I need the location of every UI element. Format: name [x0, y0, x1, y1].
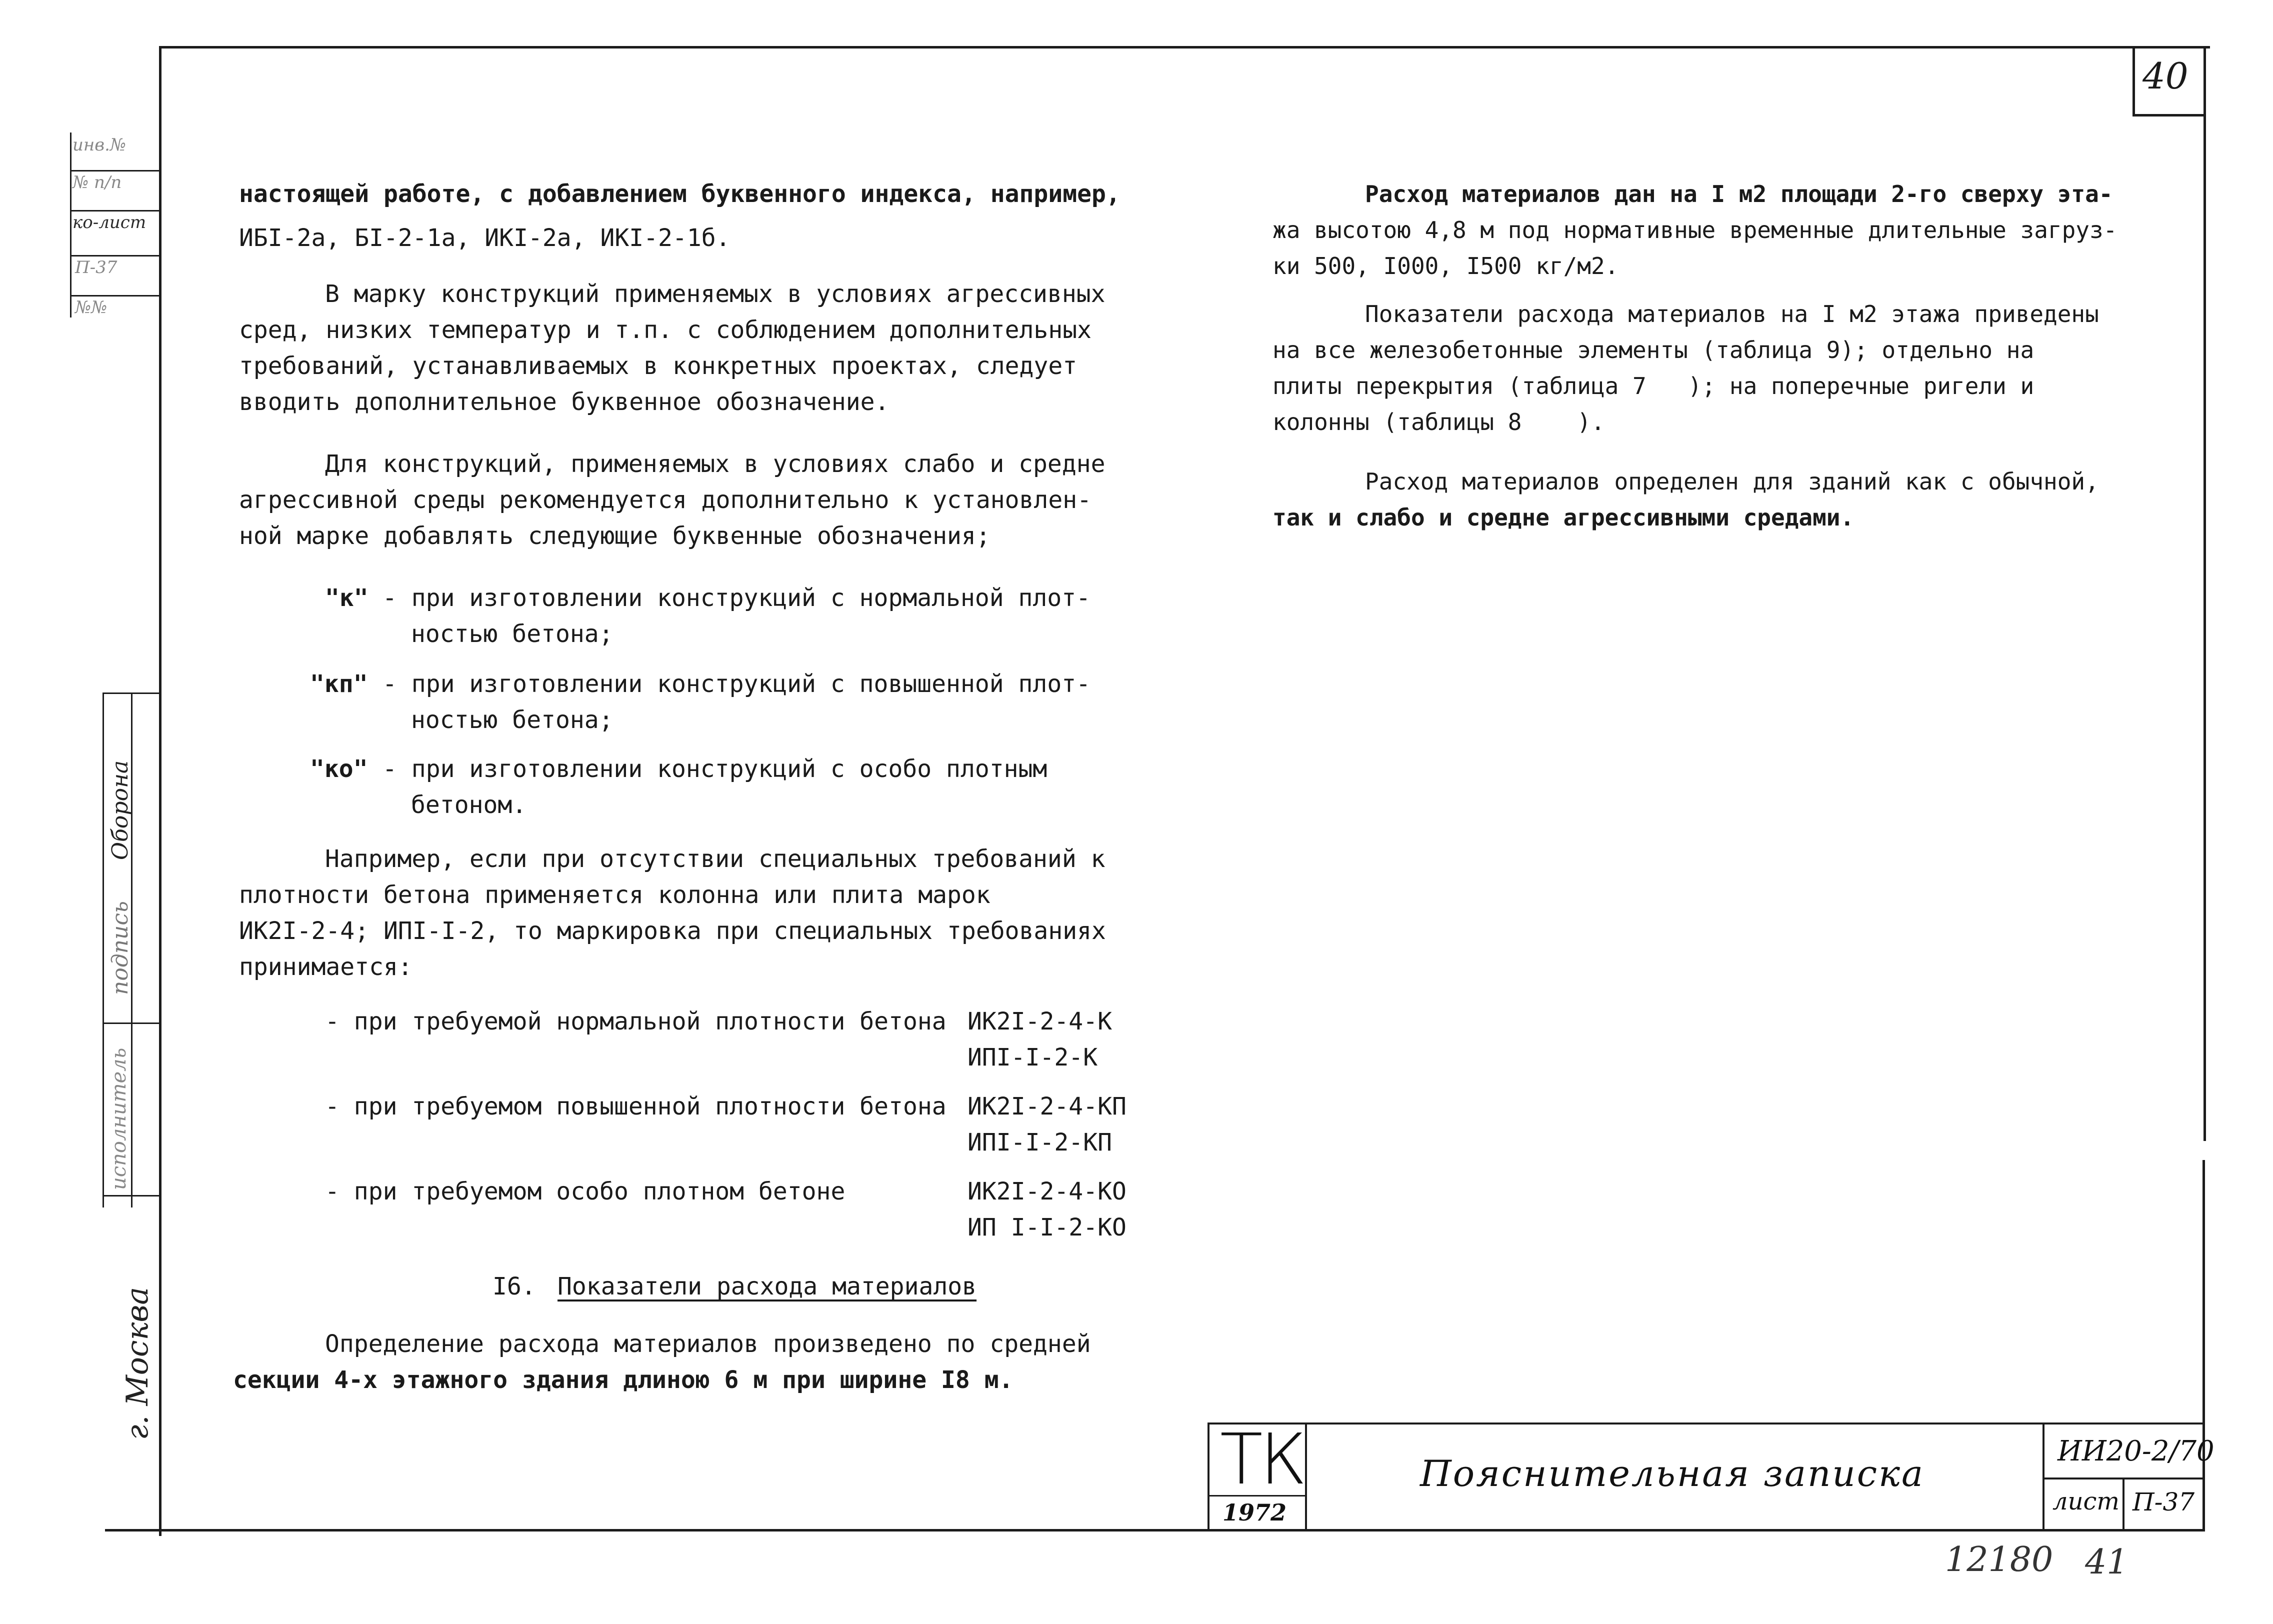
side-stamp-cell-2: № п/п — [72, 172, 122, 192]
left-p2-line3: требований, устанавливаемых в конкретных проектах, следует — [239, 352, 1078, 380]
right-p2-line2: на все железобетонные элементы (таблица 9); отдельно на — [1272, 336, 2034, 364]
left-p3-line3: ной марке добавлять следующие буквенные обозначения; — [239, 522, 990, 550]
left-p4-line1: Например, если при отсутствии специальных требований к — [325, 845, 1106, 873]
frame-right-line-lower — [2202, 1160, 2205, 1530]
left-p2-line1: В марку конструкций применяемых в условиях агрессивных — [325, 280, 1106, 308]
right-p2-line1: Показатели расхода материалов на I м2 этажа приведены — [1365, 300, 2099, 328]
mark-3-code2: ИП I-I-2-КО — [968, 1214, 1126, 1242]
side-stamp-hline-2 — [70, 210, 160, 212]
right-p1-line2: жа высотою 4,8 м под нормативные временные длительные загруз- — [1272, 216, 2118, 244]
page-number-box-bottom — [2132, 114, 2205, 116]
page-number-box-left — [2132, 46, 2135, 116]
sig-stamp-hline-bot — [102, 1195, 160, 1196]
mark-3-code1: ИК2I-2-4-КО — [968, 1178, 1126, 1206]
frame-top-line — [160, 46, 2210, 48]
title-block-top — [1208, 1422, 2205, 1424]
right-p1-line1: Расход материалов дан на I м2 площади 2-го сверху эта- — [1365, 180, 2113, 208]
sig-stamp-label-1: Оборона — [108, 760, 133, 860]
left-p1-line2: ИБI-2а, БI-2-1а, ИКI-2а, ИКI-2-1б. — [239, 224, 730, 252]
item-ko-mark: "ко" — [310, 755, 368, 783]
bottom-note-page: 41 — [2085, 1542, 2128, 1582]
city-label: г. Москва — [120, 1286, 155, 1440]
item-kp-line2: ностью бетона; — [411, 706, 614, 734]
frame-left-line — [159, 46, 162, 1536]
mark-2-code2: ИПI-I-2-КП — [968, 1128, 1112, 1156]
right-p1-line3: ки 500, I000, I500 кг/м2. — [1272, 252, 1619, 280]
side-stamp-cell-1: инв.№ — [72, 135, 126, 155]
left-p4-line4: принимается: — [239, 953, 412, 981]
mark-1-code1: ИК2I-2-4-К — [968, 1008, 1112, 1036]
section-number: I6. — [492, 1272, 536, 1300]
side-stamp-hline-1 — [70, 170, 160, 172]
left-p2-line4: вводить дополнительное буквенное обозначение. — [239, 388, 890, 416]
side-stamp-cell-5: №№ — [75, 298, 108, 318]
mark-1-label: - при требуемой нормальной плотности бетона — [325, 1008, 946, 1036]
title-block-logo-divider — [1305, 1422, 1307, 1530]
tk-logo: ТК — [1220, 1419, 1304, 1500]
left-p4-line2: плотности бетона применяется колонна или плита марок — [239, 881, 990, 909]
sig-stamp-label-3: исполнитель — [108, 1048, 130, 1190]
left-p2-line2: сред, низких температур и т.п. с соблюдением дополнительных — [239, 316, 1092, 344]
left-p3-line2: агрессивной среды рекомендуется дополнительно к установлен- — [239, 486, 1092, 514]
mark-2-code1: ИК2I-2-4-КП — [968, 1092, 1126, 1120]
item-k-line2: ностью бетона; — [411, 620, 614, 648]
sig-stamp-vline-1 — [102, 692, 104, 1208]
item-ko-line2: бетоном. — [411, 791, 527, 819]
series-code: ИИ20-2/70 — [2058, 1435, 2214, 1468]
mark-2-label: - при требуемом повышенной плотности бетона — [325, 1092, 946, 1120]
document-title: Пояснительная записка — [1420, 1452, 1924, 1494]
section-title: Показатели расхода материалов — [558, 1272, 977, 1300]
frame-right-line-upper — [2204, 46, 2206, 1141]
left-p5-line2: секции 4-х этажного здания длиною 6 м при ширине I8 м. — [233, 1366, 1014, 1394]
page-number: 40 — [2142, 55, 2188, 97]
left-p5-line1: Определение расхода материалов произведено по средней — [325, 1330, 1091, 1358]
sheet-label: лист — [2052, 1488, 2120, 1516]
sig-stamp-label-2: подпись — [108, 901, 133, 995]
item-kp-line1: - при изготовлении конструкций с повышенной плот- — [382, 670, 1091, 698]
tk-year: 1972 — [1222, 1499, 1287, 1526]
sheet-value: П-37 — [2132, 1488, 2195, 1516]
sig-stamp-hline-top — [102, 692, 160, 694]
mark-1-code2: ИПI-I-2-К — [968, 1044, 1098, 1072]
sig-stamp-hline-mid — [102, 1022, 160, 1024]
title-block-series-divider — [2042, 1422, 2044, 1530]
frame-bottom-line — [105, 1529, 2205, 1532]
right-p2-line4: колонны (таблицы 8 ). — [1272, 408, 1605, 436]
left-p1-line1: настоящей работе, с добавлением буквенного индекса, например, — [239, 180, 1120, 208]
title-block-sheet-divider — [2122, 1478, 2124, 1530]
side-stamp-vline — [70, 132, 72, 318]
side-stamp-hline-4 — [70, 295, 160, 296]
item-kp-mark: "кп" — [310, 670, 368, 698]
right-p3-line1: Расход материалов определен для зданий как с обычной, — [1365, 468, 2099, 495]
item-k-line1: - при изготовлении конструкций с нормальной плот- — [382, 584, 1091, 612]
side-stamp-hline-3 — [70, 255, 160, 256]
left-p4-line3: ИК2I-2-4; ИПI-I-2, то маркировка при специальных требованиях — [239, 917, 1106, 945]
right-p3-line2: так и слабо и средне агрессивными средами. — [1272, 504, 1854, 531]
mark-3-label: - при требуемом особо плотном бетоне — [325, 1178, 846, 1206]
left-p3-line1: Для конструкций, применяемых в условиях слабо и средне — [325, 450, 1106, 478]
item-k-mark: "к" — [325, 584, 368, 612]
right-p2-line3: плиты перекрытия (таблица 7 ); на поперечные ригели и — [1272, 372, 2034, 400]
title-block-left — [1208, 1422, 1210, 1530]
item-ko-line1: - при изготовлении конструкций с особо плотным — [382, 755, 1048, 783]
bottom-note-number: 12180 — [1945, 1540, 2054, 1580]
side-stamp-cell-4: П-37 — [75, 258, 118, 278]
side-stamp-cell-3: ко-лист — [72, 212, 146, 232]
